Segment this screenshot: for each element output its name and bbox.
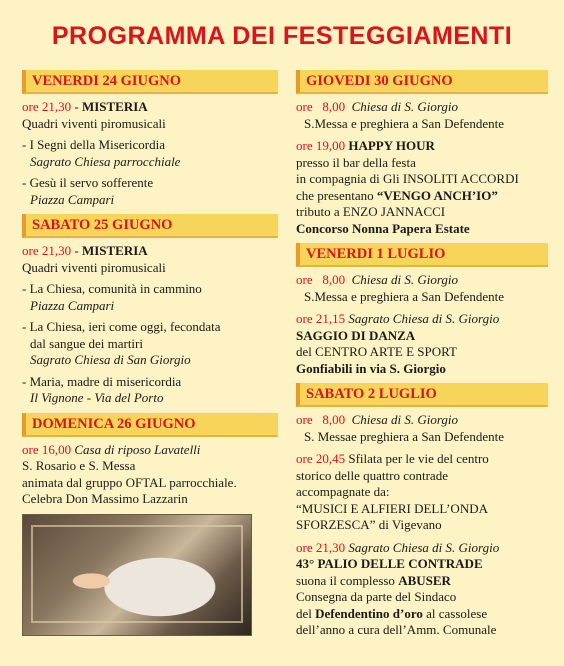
event-name: MISTERIA (81, 243, 148, 258)
event-subtitle: Quadri viventi piromusicali (22, 259, 166, 275)
event-desc: animata dal gruppo OFTAL parrocchiale. (22, 474, 237, 490)
scene-title: I Segni della Misericordia (29, 137, 165, 152)
scene-place: Sagrato Chiesa di San Giorgio (30, 352, 191, 367)
event-saggio-danza (296, 311, 548, 377)
scene-title: La Chiesa, ieri come oggi, fecondata (29, 319, 221, 334)
event-rosario (22, 442, 278, 636)
event-messa-1 (296, 272, 548, 305)
scene-title: Gesù il servo sofferente (29, 175, 154, 190)
page-title: PROGRAMMA DEI FESTEGGIAMENTI (51, 22, 513, 50)
event-desc: che presentano (296, 187, 377, 203)
event-misteria-25: ore 21,30 - MISTERIA Quadri viventi piromusicali - La Chiesa, comunità in cammino Piazza Campari - La Chiesa, ieri come oggi, fecondata dal sangue dei martiri Sagrato Chiesa di San Giorgio - Maria, madre di misericordia Il Vignone - Via del Porto (22, 243, 278, 407)
event-time: ore 8,00 (296, 272, 346, 287)
event-desc: Gonfiabili in via S. Giorgio (296, 360, 446, 376)
scene-title: La Chiesa, comunità in cammino (29, 281, 202, 296)
scene-place: Piazza Campari (30, 297, 115, 313)
right-column (296, 70, 548, 645)
event-sfilata (296, 451, 548, 534)
event-desc: SFORZESCA” (296, 517, 376, 532)
event-name: HAPPY HOUR (348, 138, 435, 153)
event-place: Casa di riposo Lavatelli (74, 441, 201, 457)
event-desc: al cassolese (422, 605, 488, 621)
event-desc: suona il complesso (296, 572, 399, 588)
event-desc: in compagnia di Gli INSOLITI ACCORDI (296, 171, 519, 186)
scene-title-cont: dal sangue dei martiri (30, 335, 143, 351)
event-time: ore 21,15 (296, 311, 346, 326)
event-place: Chiesa di S. Giorgio (351, 412, 459, 427)
event-desc: del CENTRO ARTE E SPORT (296, 344, 457, 359)
day-header-sabato-2: SABATO 2 LUGLIO (296, 383, 548, 407)
event-desc: accompagnate da: (296, 484, 390, 499)
event-desc: “MUSICI E ALFIERI DELL’ONDA (296, 500, 488, 516)
event-desc: Sfilata per le vie del centro (348, 451, 489, 466)
event-time: ore 21,30 (296, 539, 346, 555)
event-desc: S. Rosario e S. Messa (22, 458, 136, 473)
event-misteria-24: ore 21,30 - MISTERIA Quadri viventi piromusicali - I Segni della Misericordia Sagrato Chiesa parrocchiale - Gesù il servo sofferente Piazza Campari (22, 99, 278, 208)
day-header-sabato-25: SABATO 25 GIUGNO (22, 214, 278, 238)
scene-place: Il Vignone - Via del Porto (30, 390, 164, 405)
event-place: Sagrato Chiesa di S. Giorgio (348, 539, 500, 555)
event-time: ore 19,00 (296, 138, 346, 153)
event-desc: di Vigevano (375, 517, 442, 532)
event-desc: Concorso Nonna Papera Estate (296, 220, 470, 236)
show-title: “VENGO ANCH’IO” (376, 187, 498, 203)
event-time: ore 21,30 (22, 243, 72, 258)
event-name: 43° PALIO DELLE CONTRADE (296, 556, 483, 571)
scene-place: Piazza Campari (30, 191, 115, 207)
event-desc: Consegna da parte del Sindaco (296, 589, 457, 604)
event-time: ore 20,45 (296, 451, 346, 466)
event-messa-2 (296, 412, 548, 445)
event-time: ore 21,30 (22, 99, 72, 114)
event-desc: dell’anno a cura dell’Amm. Comunale (296, 622, 497, 637)
day-header-giovedi-30: GIOVEDI 30 GIUGNO (296, 70, 548, 94)
left-column (22, 70, 278, 642)
event-desc: Celebra Don Massimo Lazzarin (22, 491, 188, 506)
day-header-venerdi-24: VENERDI 24 GIUGNO (22, 70, 278, 94)
event-desc: del (296, 605, 316, 621)
event-name: MISTERIA (81, 99, 148, 114)
event-desc: presso il bar della festa (296, 154, 416, 170)
day-header-venerdi-1: VENERDI 1 LUGLIO (296, 243, 548, 267)
day-header-domenica-26: DOMENICA 26 GIUGNO (22, 413, 278, 437)
award-name: Defendentino d’oro (315, 605, 423, 621)
event-subtitle: Quadri viventi piromusicali (22, 115, 166, 131)
scene-place: Sagrato Chiesa parrocchiale (30, 153, 181, 169)
saint-relic-photo (22, 514, 252, 636)
event-place: Chiesa di S. Giorgio (351, 272, 459, 287)
event-desc: storico delle quattro contrade (296, 467, 448, 483)
scene-title: Maria, madre di misericordia (29, 373, 182, 389)
event-desc: S. Messae preghiera a San Defendente (304, 428, 504, 444)
event-place: Chiesa di S. Giorgio (351, 99, 459, 114)
event-desc: S.Messa e preghiera a San Defendente (304, 288, 504, 304)
event-time: ore 16,00 (22, 441, 72, 457)
event-time: ore 8,00 (296, 412, 346, 427)
event-place: Sagrato Chiesa di S. Giorgio (348, 311, 500, 326)
event-time: ore 8,00 (296, 99, 346, 114)
event-happy-hour (296, 138, 548, 237)
event-name: SAGGIO DI DANZA (296, 327, 416, 343)
event-palio (296, 540, 548, 639)
event-desc: S.Messa e preghiera a San Defendente (304, 115, 504, 131)
event-desc: tributo a ENZO JANNACCI (296, 204, 446, 219)
event-messa-30 (296, 99, 548, 132)
band-name: ABUSER (398, 572, 451, 588)
